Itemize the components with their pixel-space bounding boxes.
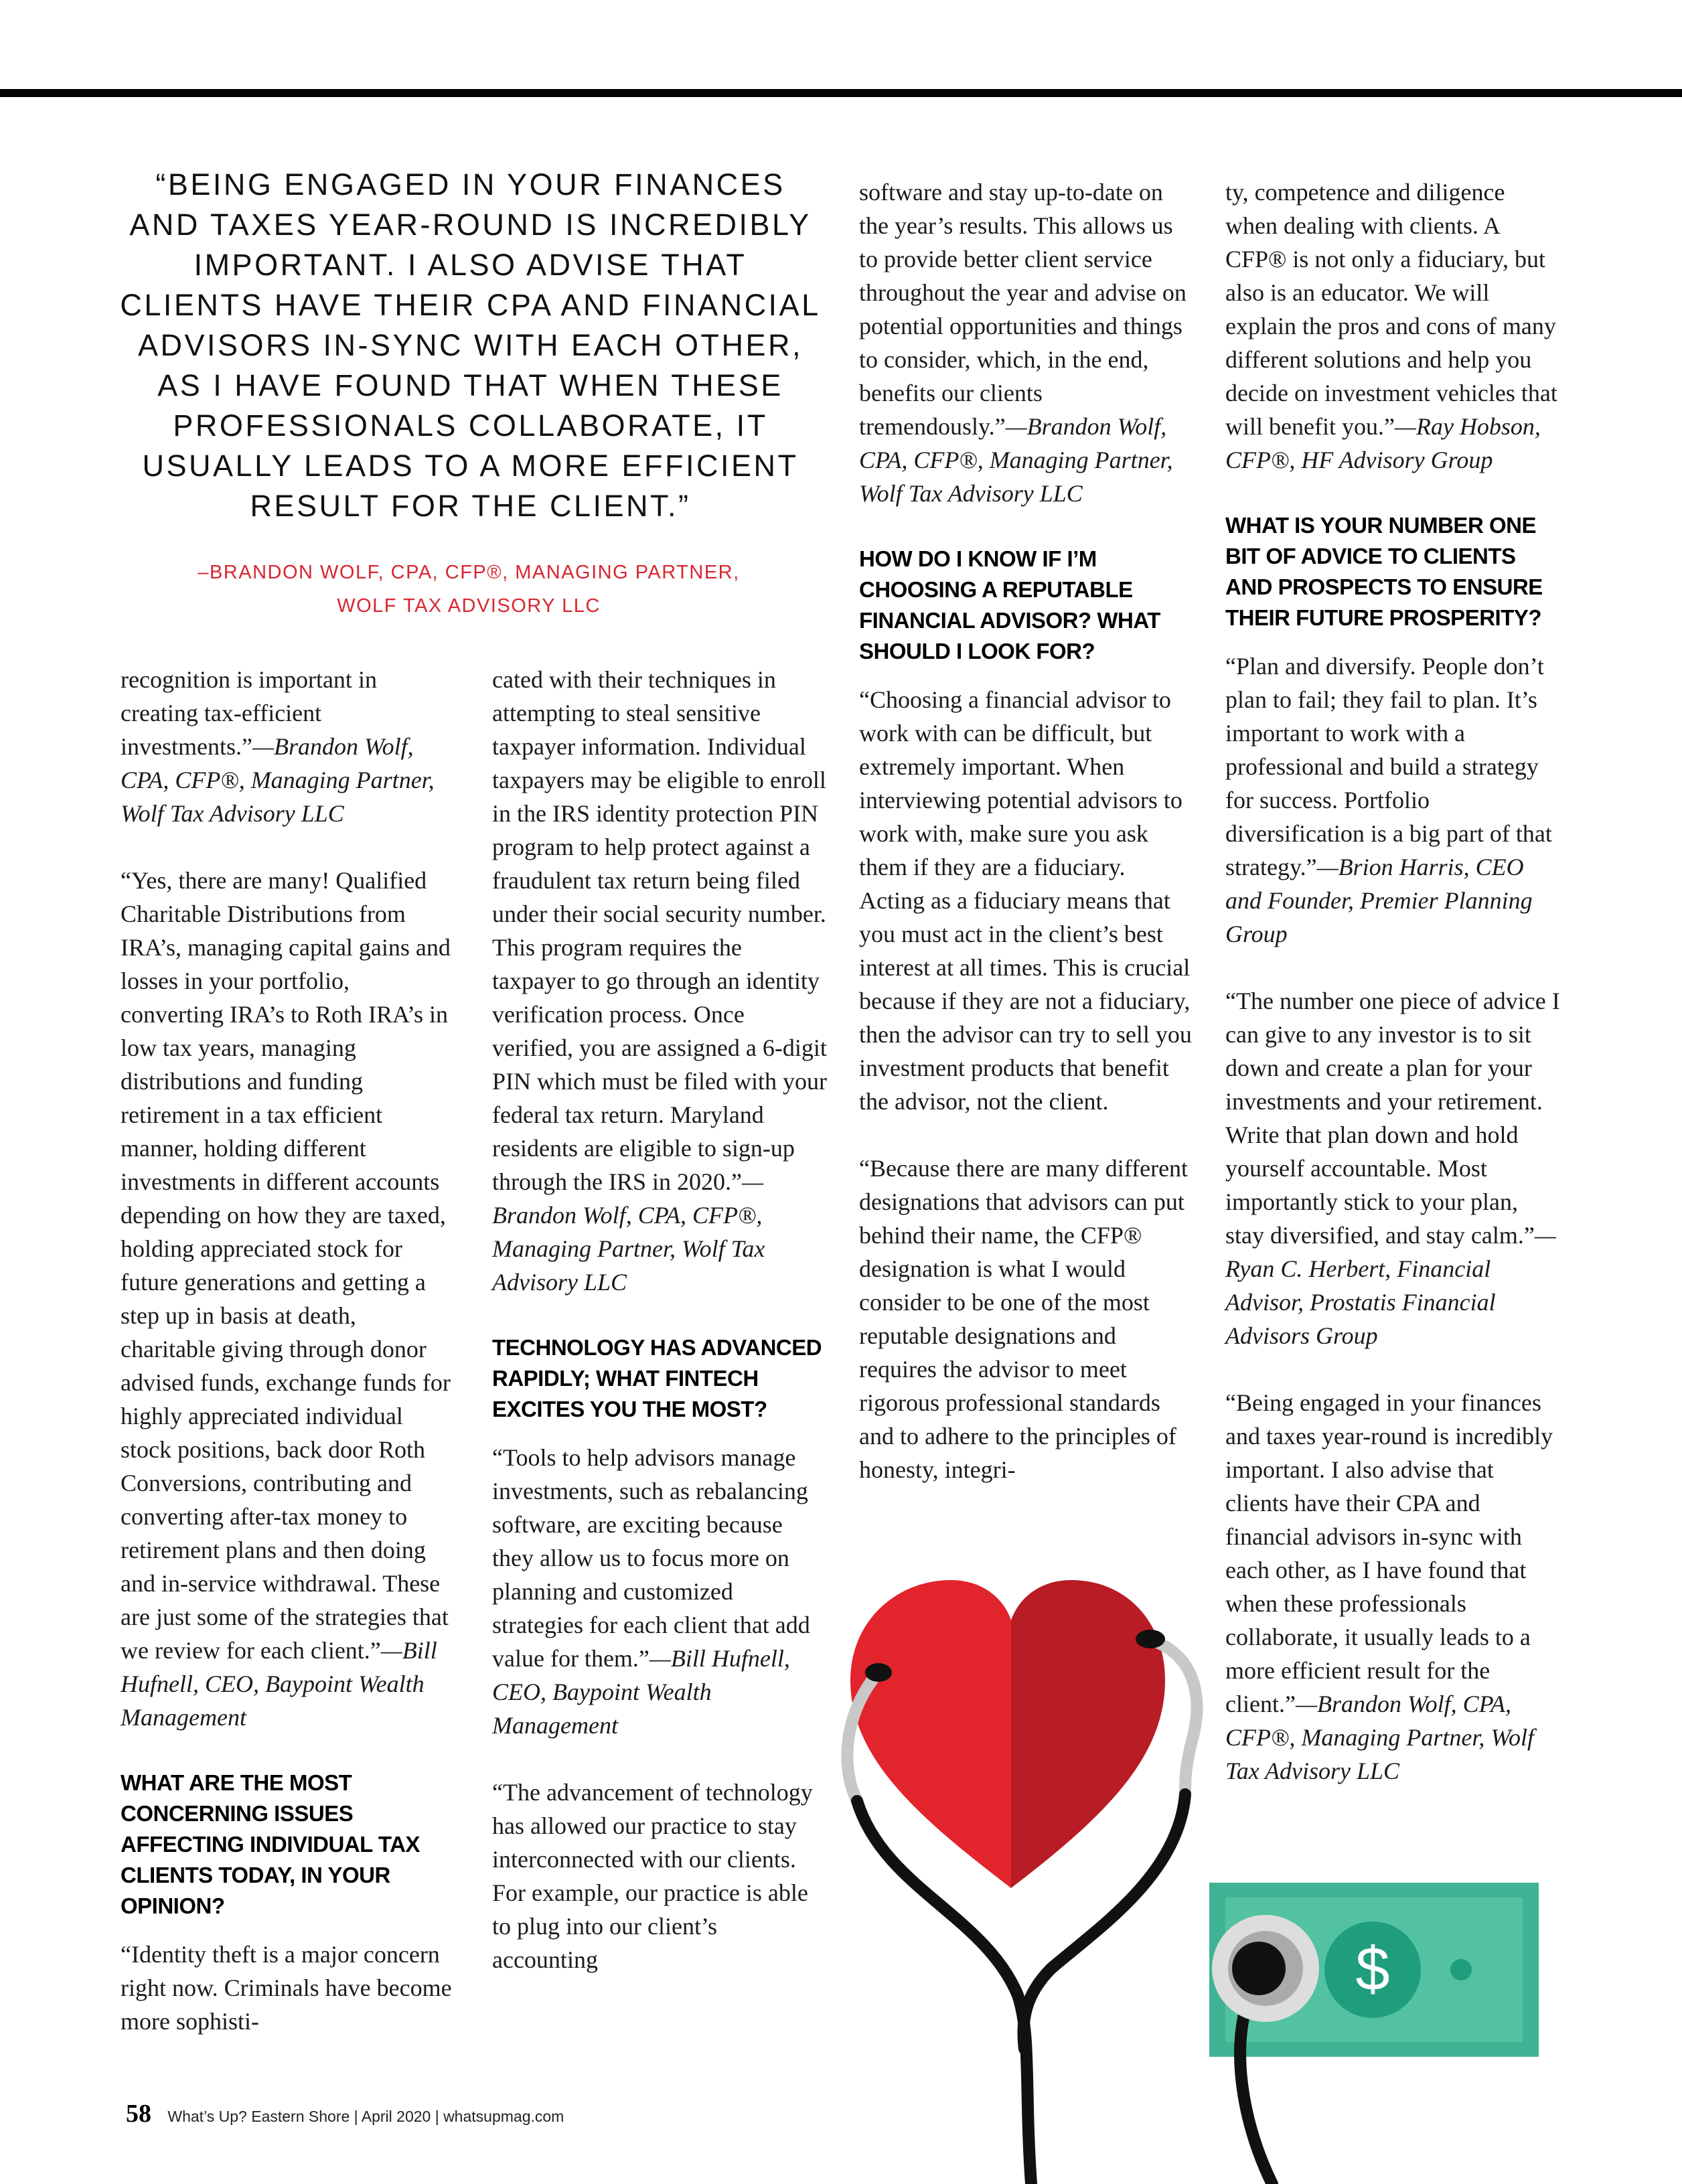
page-number: 58	[126, 2100, 151, 2128]
pull-quote-line: PROFESSIONALS COLLABORATE, IT	[173, 408, 768, 443]
quote-attribution: —Ryan C. Herbert, Financial Advisor, Prostatis Financial Advisors Group	[1225, 1222, 1556, 1349]
pull-quote-line: AS I HAVE FOUND THAT WHEN THESE	[157, 368, 783, 402]
quote-attribution: —Brandon Wolf, CPA, CFP®, Managing Partner, Wolf Tax Advisory LLC	[121, 733, 435, 827]
paragraph	[1225, 649, 1560, 951]
pull-quote-line: IMPORTANT. I ALSO ADVISE THAT	[194, 248, 747, 282]
paragraph-text: “Plan and diversify. People don’t plan to fail; they fail to plan. It’s important to work with a professional and build a strategy for success. Portfolio diversification is a big part of that strategy.”	[1225, 653, 1552, 880]
quote-attribution: —Ray Hobson, CFP®, HF Advisory Group	[1225, 413, 1541, 473]
pull-quote-line: USUALLY LEADS TO A MORE EFFICIENT	[142, 449, 799, 483]
paragraph-text: “The advancement of technology has allowed our practice to stay interconnected with our clients. For example, our practice is able to plug into our client’s accounting	[492, 1779, 813, 1973]
paragraph-text: “Yes, there are many! Qualified Charitable Distributions from IRA’s, managing capital gains and losses in your portfolio, converting IRA’s to Roth IRA’s in low tax years, managing distributions and funding retirement in a tax efficient manner, holding different investments in different accounts depending on how they are taxed, holding appreciated stock for future generations and getting a step up in basis at death, charitable giving through donor advised funds, exchange funds for highly appreciated individual stock positions, back door Roth Conversions, contributing and converting after-tax money to retirement plans and then doing and in-service withdrawal. These are just some of the strategies that we review for each client.”	[121, 867, 451, 1664]
paragraph	[492, 1441, 827, 1742]
attribution-line: –BRANDON WOLF, CPA, CFP®, MANAGING PARTNER,	[198, 562, 740, 583]
quote-attribution: —Brandon Wolf, CPA, CFP®, Managing Partner, Wolf Tax Advisory LLC	[492, 1168, 765, 1296]
paragraph	[859, 1152, 1194, 1486]
paragraph-text: software and stay up-to-date on the year’s results. This allows us to provide better client service throughout the year and advise on potential opportunities and things to consider, which, in the end, benefits our clients tremendously.”	[859, 179, 1187, 440]
paragraph-text: “Choosing a financial advisor to work with can be difficult, but extremely important. When interviewing potential advisors to work with, make sure you ask them if they are a fiduciary. Acting as a fiduciary means that you must act in the client’s best interest at all times. This is crucial because if they are not a fiduciary, then the advisor can try to sell you investment products that benefit the advisor, not the client.	[859, 686, 1192, 1115]
pull-quote	[87, 165, 854, 526]
heart-icon	[850, 1580, 1165, 1888]
quote-attribution: —Bill Hufnell, CEO, Baypoint Wealth Management	[492, 1645, 790, 1739]
paragraph	[492, 663, 827, 1299]
quote-attribution: —Bill Hufnell, CEO, Baypoint Wealth Management	[121, 1637, 437, 1731]
pull-quote-line: “BEING ENGAGED IN YOUR FINANCES	[155, 167, 785, 202]
section-heading: TECHNOLOGY HAS ADVANCED RAPIDLY; WHAT FINTECH EXCITES YOU THE MOST?	[492, 1335, 822, 1421]
top-rule	[0, 89, 1682, 97]
paragraph	[121, 663, 455, 830]
pull-quote-attribution	[134, 556, 804, 623]
paragraph	[859, 175, 1194, 510]
paragraph	[121, 864, 455, 1734]
page-footer	[126, 2099, 564, 2128]
paragraph	[492, 1776, 827, 1976]
pull-quote-line: CLIENTS HAVE THEIR CPA AND FINANCIAL	[120, 288, 821, 322]
quote-attribution: —Brion Harris, CEO and Founder, Premier Planning Group	[1225, 854, 1533, 947]
pull-quote-line: RESULT FOR THE CLIENT.”	[250, 489, 691, 523]
paragraph-text: “Identity theft is a major concern right now. Criminals have become more sophisti-	[121, 1941, 452, 2035]
paragraph-text: recognition is important in creating tax-efficient investments.”	[121, 666, 377, 760]
paragraph-text: ty, competence and diligence when dealing with clients. A CFP® is not only a fiduciary, but also is an educator. We will explain the pros and cons of many different solutions and help you decide on investment vehicles that will benefit you.”	[1225, 179, 1557, 440]
footer-text: What’s Up? Eastern Shore | April 2020 | whatsupmag.com	[167, 2108, 564, 2125]
paragraph	[859, 683, 1194, 1118]
quote-attribution: —Brandon Wolf, CPA, CFP®, Managing Partner, Wolf Tax Advisory LLC	[859, 413, 1173, 507]
heart-stethoscope-illustration	[830, 1540, 1567, 2184]
paragraph-text: cated with their techniques in attempting to steal sensitive taxpayer information. Individual taxpayers may be eligible to enroll in the IRS identity protection PIN program to help protect against a fraudulent tax return being filed under their social security number. This program requires the taxpayer to go through an identity verification process. Once verified, you are assigned a 6-digit PIN which must be filed with your federal tax return. Maryland residents are eligible to sign-up through the IRS in 2020.”	[492, 666, 827, 1195]
column-3	[859, 175, 1194, 1520]
pull-quote-line: AND TAXES YEAR-ROUND IS INCREDIBLY	[129, 208, 812, 242]
paragraph-text: “Being engaged in your finances and taxes year-round is incredibly important. I also advise that clients have their CPA and financial advisors in-sync with each other, as I have found that when these professionals collaborate, it usually leads to a more efficient result for the client.”	[1225, 1389, 1553, 1717]
paragraph	[121, 1938, 455, 2038]
paragraph	[1225, 984, 1560, 1352]
paragraph-text: “Because there are many different designations that advisors can put behind their name, the CFP® designation is what I would consider to be one of the most reputable designations and requires the advisor to meet rigorous professional standards and to adhere to the principles of honesty, integri-	[859, 1155, 1189, 1483]
section-heading: HOW DO I KNOW IF I’M CHOOSING A REPUTABLE FINANCIAL ADVISOR? WHAT SHOULD I LOOK FOR?	[859, 546, 1160, 664]
section-heading: WHAT ARE THE MOST CONCERNING ISSUES AFFECTING INDIVIDUAL TAX CLIENTS TODAY, IN YOUR OPINION?	[121, 1770, 420, 1918]
paragraph-text: “The number one piece of advice I can give to any investor is to sit down and create a plan for your investments and your retirement. Write that plan down and hold yourself accountable. Most importantly stick to your plan, stay diversified, and stay calm.”	[1225, 988, 1560, 1249]
quote-attribution: —Brandon Wolf, CPA, CFP®, Managing Partner, Wolf Tax Advisory LLC	[1225, 1691, 1535, 1784]
attribution-line: WOLF TAX ADVISORY LLC	[337, 595, 601, 617]
column-2	[492, 663, 827, 2010]
column-1	[121, 663, 455, 2072]
section-heading: WHAT IS YOUR NUMBER ONE BIT OF ADVICE TO CLIENTS AND PROSPECTS TO ENSURE THEIR FUTURE PROSPERITY?	[1225, 513, 1543, 630]
pull-quote-line: ADVISORS IN-SYNC WITH EACH OTHER,	[137, 328, 804, 362]
paragraph	[1225, 175, 1560, 477]
dollar-sign: $	[1355, 1935, 1390, 2003]
paragraph-text: “Tools to help advisors manage investments, such as rebalancing software, are exciting because they allow us to focus more on planning and customized strategies for each client that add value for them.”	[492, 1444, 810, 1672]
